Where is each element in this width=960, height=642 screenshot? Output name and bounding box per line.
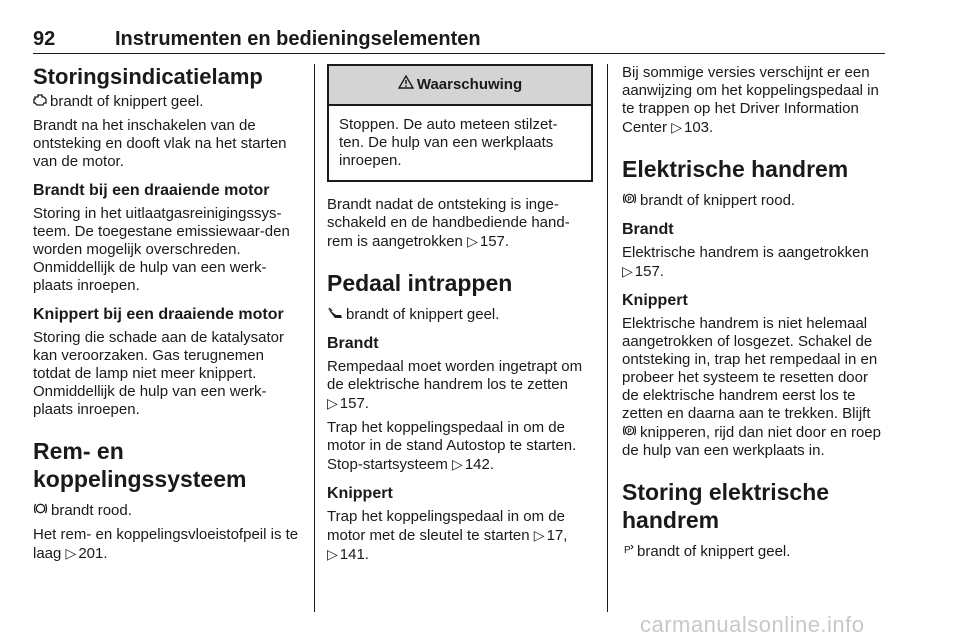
subheading: Brandt [622,221,674,238]
indicator-text: brandt of knippert geel. [50,93,204,110]
reference-arrow-icon: ▷ [671,119,682,135]
warning-title: Waarschuwing [416,76,523,93]
reference-arrow-icon: ▷ [467,233,478,249]
paragraph-text: Brandt nadat de ontsteking is inge-schakeld en de handbediende hand-rem is aangetrokken [327,196,570,250]
indicator-text: brandt of knippert geel. [637,543,791,560]
indicator-line [622,542,888,561]
paragraph-text: knipperen, rijd dan niet door en roep de hulp van een werkplaats in. [622,424,881,459]
indicator-text: brandt of knippert rood. [640,192,796,209]
page-reference[interactable]: 103. [683,119,714,136]
column-divider [314,64,315,612]
running-title: Instrumenten en bedieningselementen [115,28,481,50]
indicator-text: brandt of knippert geel. [346,306,500,323]
paragraph [327,419,593,474]
paragraph [622,315,888,460]
paragraph-text: Elektrische handrem is niet helemaal aangetrokken of losgezet. Schakel de ontsteking in, trap het rempedaal in en probeer het systeem te resetten door de elektrische handrem eerst los te zetten en daarna aan te trekken. Blijft [622,315,878,422]
reference-arrow-icon: ▷ [327,395,338,411]
page-reference[interactable]: 201. [78,545,108,562]
section-title: Pedaal intrappen [327,270,513,296]
paragraph: Storing in het uitlaatgasreinigingssys-teem. De toegestane emissiewaar-den worden mogelijk overschreden. Onmiddellijk de hulp van een werk-plaats inroepen. [33,205,290,294]
indicator-line [327,305,593,324]
paragraph [33,526,301,563]
paragraph-text: Elektrische handrem is aangetrokken [622,244,869,261]
page-header [33,28,885,52]
parking-brake-icon [622,423,637,441]
section-title: Elektrische handrem [622,156,849,182]
paragraph-text: Bij sommige versies verschijnt er een aanwijzing om het koppelingspedaal in te trappen op het Driver Information Center [622,64,879,136]
indicator-line [33,92,301,111]
section-title: Storingsindicatielamp [33,64,263,89]
parking-brake-icon [622,191,637,209]
subheading: Knippert bij een draaiende motor [33,306,284,323]
paragraph: Brandt na het inschakelen van de ontsteking en dooft vlak na het starten van de motor. [33,117,287,170]
column-3 [622,64,888,567]
paragraph-text: Rempedaal moet worden ingetrapt om de elektrische handrem los te zetten [327,358,583,393]
reference-arrow-icon: ▷ [65,545,77,561]
warning-triangle-icon [398,66,414,104]
header-rule [33,53,885,54]
reference-arrow-icon: ▷ [452,456,463,472]
warning-box [327,64,593,182]
paragraph [622,244,888,281]
paragraph [622,64,888,137]
subheading: Knippert [327,485,393,502]
brake-circle-icon [33,501,48,519]
warning-header [329,66,591,106]
subheading: Knippert [622,292,688,309]
page-reference[interactable]: 157. [634,263,664,280]
paragraph [327,508,593,564]
parking-fault-icon [622,542,634,560]
pedal-icon [327,305,343,323]
section-title: Rem- en koppelingssysteem [33,438,247,492]
page-reference[interactable]: 141. [339,546,369,563]
reference-arrow-icon: ▷ [327,546,338,562]
svg-text:P: P [627,197,632,203]
warning-body: Stoppen. De auto meteen stilzet-ten. De hulp van een werkplaats inroepen. [339,116,558,169]
svg-text:P: P [624,545,631,556]
subheading: Brandt bij een draaiende motor [33,182,270,199]
reference-arrow-icon: ▷ [622,263,633,279]
page-number: 92 [33,28,56,50]
page-reference[interactable]: 157. [479,233,510,250]
indicator-text: brandt rood. [51,502,132,519]
column-divider [607,64,608,612]
indicator-line [622,191,888,210]
svg-text:P: P [627,429,632,435]
page-reference[interactable]: 157. [339,395,369,412]
page-reference[interactable]: 142. [464,456,495,473]
indicator-line [33,501,301,520]
subheading: Brandt [327,335,379,352]
reference-arrow-icon: ▷ [533,527,545,543]
watermark: carmanualsonline.info [640,612,865,637]
paragraph-text: Trap het koppelingspedaal in om de motor in de stand Autostop te starten. Stop-startsysteem [327,419,577,473]
column-2 [327,64,593,570]
engine-icon [33,92,47,110]
paragraph-text: Het rem- en koppelingsvloeistofpeil is te laag [33,526,299,562]
section-title: Storing elektrische handrem [622,479,830,533]
paragraph-text: Trap het koppelingspedaal in om de motor met de sleutel te starten [327,508,565,544]
page-reference[interactable]: 17, [546,527,568,544]
paragraph: Storing die schade aan de katalysator kan veroorzaken. Gas terugnemen totdat de lamp niet meer knippert. Onmiddellijk de hulp van een werk-plaats inroepen. [33,329,284,418]
column-1 [33,64,301,569]
paragraph [327,196,593,251]
paragraph [327,358,593,413]
